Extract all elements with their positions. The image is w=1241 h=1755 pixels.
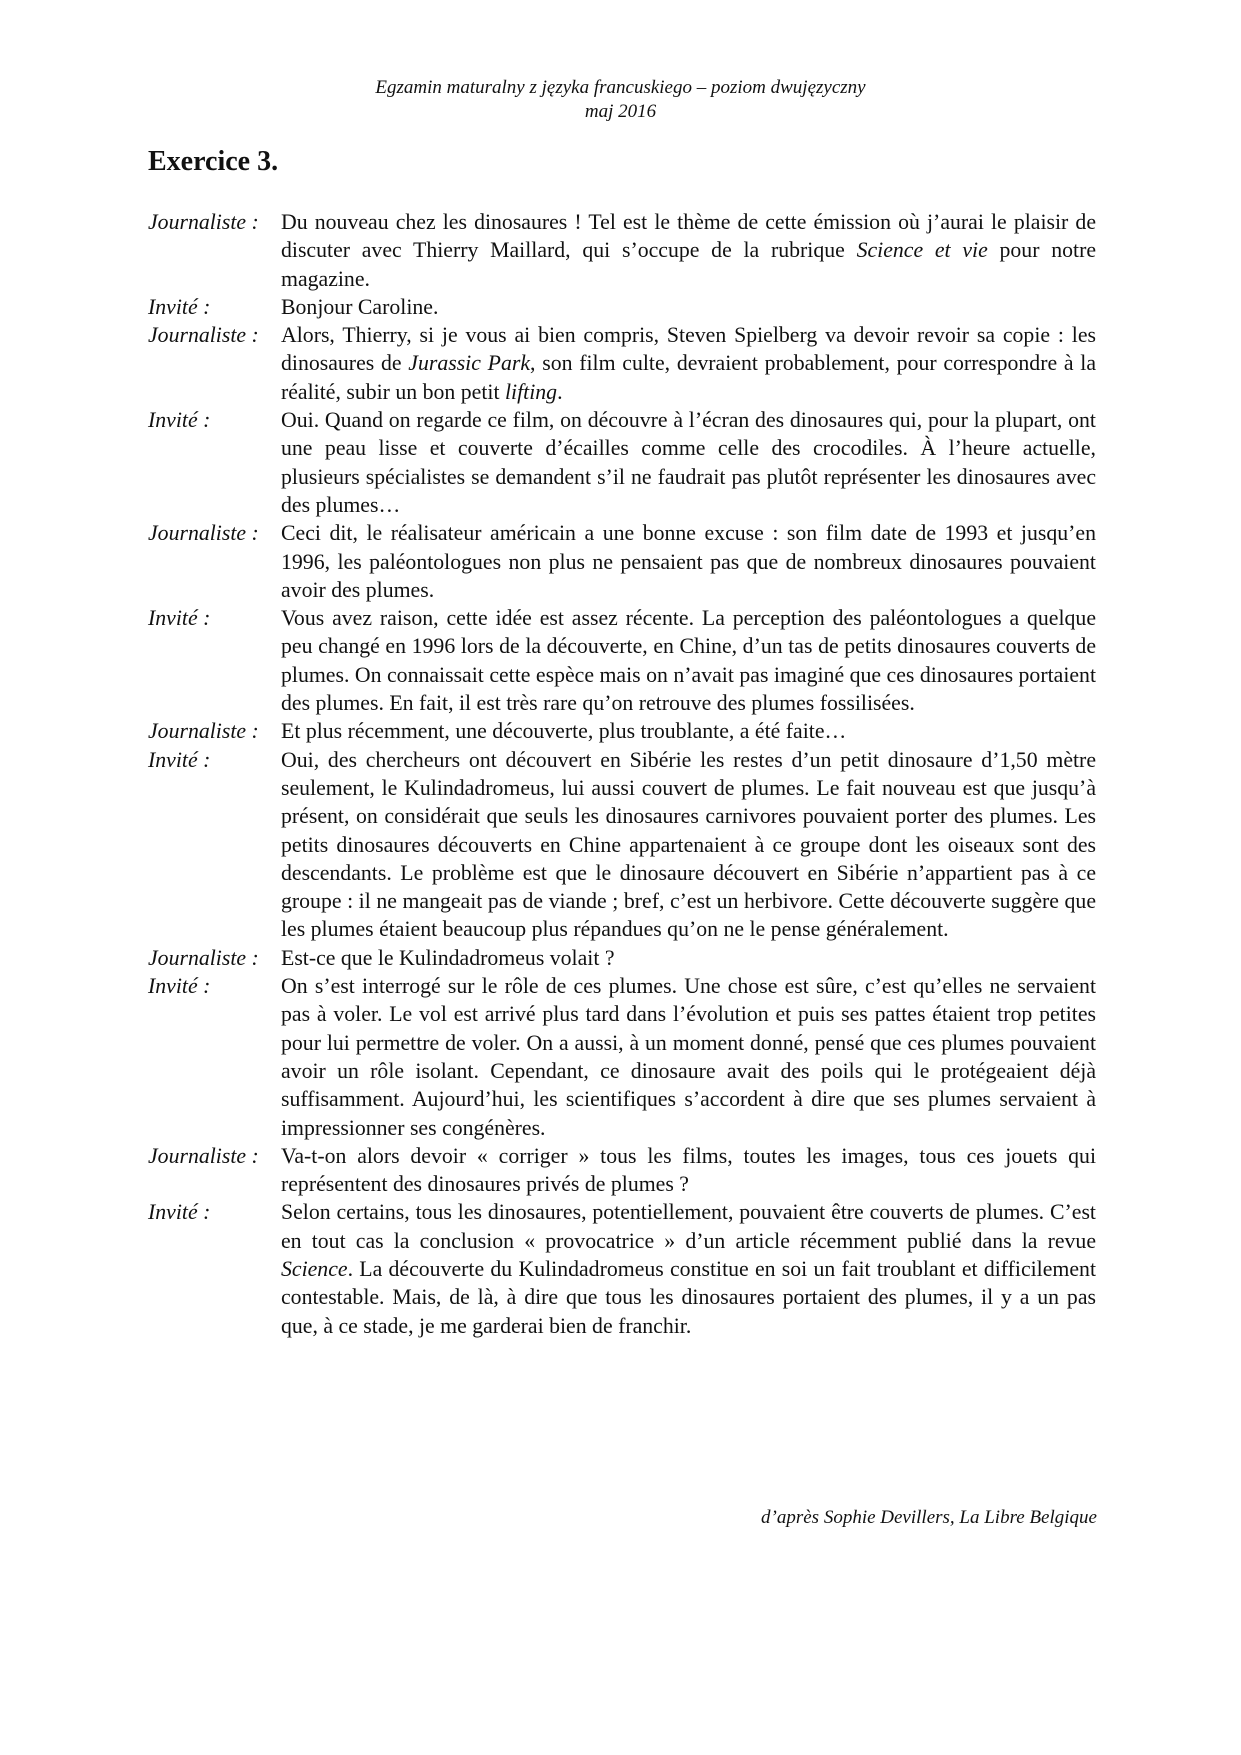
dialog-turn	[148, 746, 1096, 944]
dialog-turn	[148, 944, 1096, 972]
turn-text	[281, 1198, 1096, 1339]
text-segment: Oui. Quand on regarde ce film, on découvre à l’écran des dinosaures qui, pour la plupart, ont une peau lisse et couverte d’écailles comme celle des crocodiles. À l’heure actuelle, plusieurs spécialistes se demandent s’il ne faudrait pas plutôt représenter les dinosaures avec des plumes…	[281, 408, 1096, 517]
dialog-turn	[148, 519, 1096, 604]
dialog-turn	[148, 406, 1096, 519]
italic-title: Science et vie	[856, 238, 988, 263]
dialog-turn	[148, 604, 1096, 717]
italic-title: Science	[281, 1256, 348, 1281]
dialog-turn	[148, 293, 1096, 321]
dialog-turn	[148, 717, 1096, 745]
text-segment: .	[557, 379, 563, 404]
text-segment: Va-t-on alors devoir « corriger » tous les films, toutes les images, tous ces jouets qui représentent des dinosaures privés de plumes ?	[281, 1143, 1096, 1197]
text-segment: Selon certains, tous les dinosaures, potentiellement, pouvaient être couverts de plumes. C’est en tout cas la conclusion « provocatrice » d’un article récemment publié dans la revue	[281, 1200, 1096, 1253]
text-segment: Du nouveau chez les dinosaures ! Tel est le thème de cette émission où j’aurai le plaisir de discuter avec Thierry Maillard, qui s’occupe de la rubrique	[281, 210, 1096, 263]
dialog-turn	[148, 972, 1096, 1142]
text-segment: Bonjour Caroline.	[281, 294, 439, 319]
text-segment: . La découverte du Kulindadromeus constitue en soi un fait troublant et difficilement contestable. Mais, de là, à dire que tous les dinosaures portaient des plumes, il y a un pas que, à ce stade, je me garderai bien de franchir.	[281, 1256, 1096, 1338]
turn-text	[281, 717, 1096, 745]
italic-title: Jurassic Park	[408, 351, 531, 376]
text-segment: On s’est interrogé sur le rôle de ces plumes. Une chose est sûre, c’est qu’elles ne servaient pas à voler. Le vol est arrivé plus tard dans l’évolution et puis ses pattes étaient trop petites pour lui permettre de voler. On a aussi, à un moment donné, pensé que ces plumes pouvaient avoir un rôle isolant. Cependant, ce dinosaure avait des poils qui le protégeaient déjà suffisamment. Aujourd’hui, les scientifiques s’accordent à dire que ses plumes servaient à impressionner ses congénères.	[281, 974, 1096, 1140]
turn-text	[281, 604, 1096, 717]
turn-text	[281, 519, 1096, 604]
dialog-turn	[148, 321, 1096, 406]
text-segment: Est-ce que le Kulindadromeus volait ?	[281, 945, 615, 970]
speaker-label: Invité :	[148, 974, 211, 999]
turn-text	[281, 293, 1096, 321]
speaker-label: Journaliste :	[148, 1143, 259, 1168]
text-segment: pour notre magazine.	[281, 238, 1096, 291]
turn-text	[281, 406, 1096, 519]
turn-text	[281, 972, 1096, 1142]
dialog-transcript	[148, 208, 1096, 1340]
speaker-label: Journaliste :	[148, 210, 259, 234]
turn-text	[281, 208, 1096, 293]
speaker-label: Invité :	[148, 1200, 211, 1225]
italic-title: lifting	[504, 379, 558, 404]
dialog-turn	[148, 1142, 1096, 1199]
source-attribution: d’après Sophie Devillers, La Libre Belgique	[761, 1507, 1097, 1528]
speaker-label: Invité :	[148, 747, 211, 772]
turn-text	[281, 1142, 1096, 1199]
text-segment: Oui, des chercheurs ont découvert en Sibérie les restes d’un petit dinosaure d’1,50 mètre seulement, le Kulindadromeus, lui aussi couvert de plumes. Le fait nouveau est que jusqu’à présent, on considérait que seuls les dinosaures carnivores pouvaient porter des plumes. Les petits dinosaures découverts en Chine appartenaient à ce groupe dont les oiseaux sont des descendants. Le problème est que le dinosaure découvert en Sibérie n’appartient pas à ce groupe : il ne mangeait pas de viande ; bref, c’est un herbivore. Cette découverte suggère que les plumes étaient beaucoup plus répandues qu’on ne le pense généralement.	[281, 747, 1096, 942]
text-segment: Ceci dit, le réalisateur américain a une bonne excuse : son film date de 1993 et jusqu’en 1996, les paléontologues non plus ne pensaient pas que de nombreux dinosaures pouvaient avoir des plumes.	[281, 521, 1096, 602]
header-line-2: maj 2016	[584, 101, 657, 122]
speaker-label: Invité :	[148, 408, 211, 433]
speaker-label: Invité :	[148, 606, 211, 631]
speaker-label: Journaliste :	[148, 521, 259, 546]
text-segment: Alors, Thierry, si je vous ai bien compris, Steven Spielberg va devoir revoir sa copie : les dinosaures de	[281, 323, 1096, 376]
text-segment: , son film culte, devraient probablement, pour correspondre à la réalité, subir un bon petit	[281, 351, 1097, 404]
text-segment: Et plus récemment, une découverte, plus troublante, a été faite…	[281, 719, 847, 744]
speaker-label: Invité :	[148, 294, 211, 319]
turn-text	[281, 321, 1096, 406]
dialog-turn	[148, 208, 1096, 293]
speaker-label: Journaliste :	[148, 323, 259, 348]
turn-text	[281, 746, 1096, 944]
speaker-label: Journaliste :	[148, 945, 259, 970]
header-line-1: Egzamin maturalny z języka francuskiego – poziom dwujęzyczny	[375, 77, 866, 98]
exercise-title: Exercice 3.	[148, 146, 279, 177]
speaker-label: Journaliste :	[148, 719, 259, 744]
turn-text	[281, 944, 1096, 972]
dialog-turn	[148, 1198, 1096, 1339]
text-segment: Vous avez raison, cette idée est assez récente. La perception des paléontologues a quelque peu changé en 1996 lors de la découverte, en Chine, d’un tas de petits dinosaures couverts de plumes. On connaissait cette espèce mais on n’avait pas imaginé que ces dinosaures portaient des plumes. En fait, il est très rare qu’on retrouve des plumes fossilisées.	[281, 606, 1096, 716]
